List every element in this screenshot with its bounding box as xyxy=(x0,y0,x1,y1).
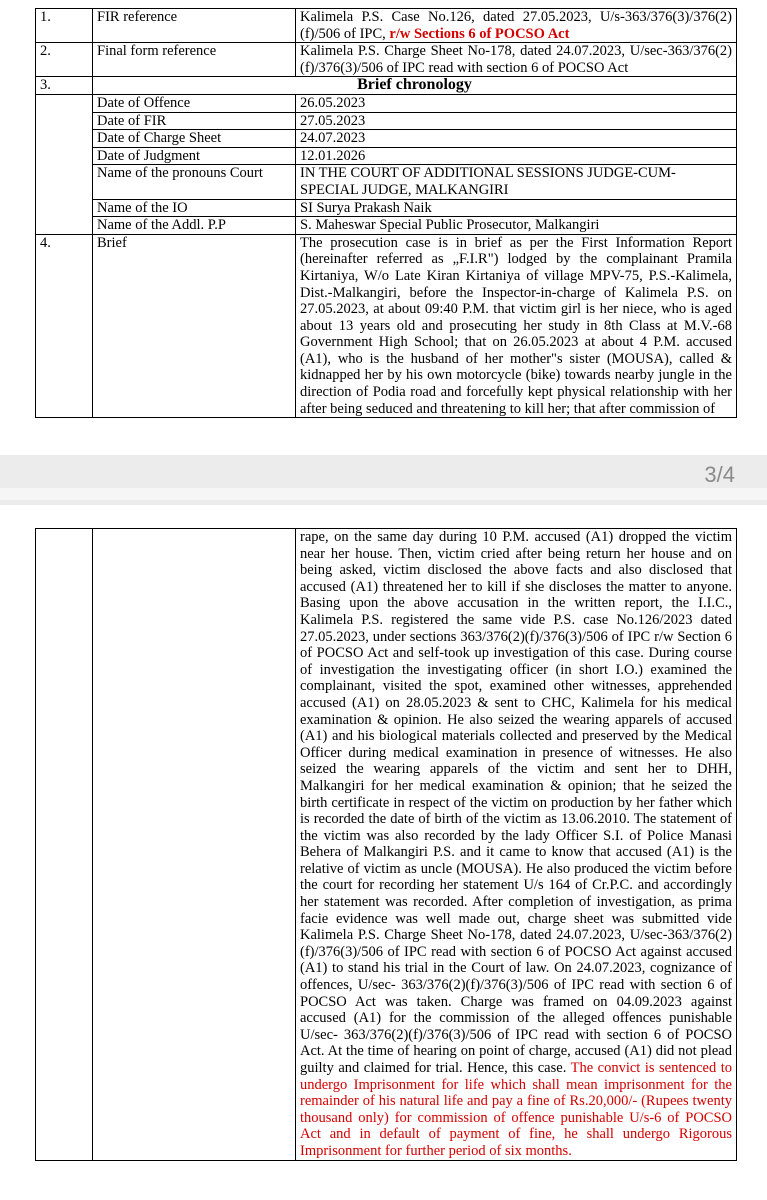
row-value: S. Maheswar Special Public Prosecutor, Malkangiri xyxy=(296,217,737,235)
row-label: Date of Judgment xyxy=(93,147,296,165)
fir-reference-value xyxy=(296,9,737,43)
table-row-chronology-heading xyxy=(36,77,737,95)
page-3 xyxy=(0,0,767,455)
brief-text-part-1: The prosecution case is in brief as per the First Information Report (hereinafter referred as „F.I.R") lodged by the complainant Pramila Kirtaniya, W/o Late Kiran Kirtaniya of village MPV-75, P.S.-Kalimela, Dist.-Malkangiri, before the Inspector-in-charge of Kalimela P.S. on 27.05.2023, at about 09:40 P.M. that victim girl is her niece, who is aged about 13 years old and prosecuting her study in 8th Class at M.V.-68 Government High School; that on 26.05.2023 at about 4 P.M. accused (A1), who is the husband of her mother"s sister (MOUSA), called & kidnapped her by his own motorcycle (bike) towards nearby jungle in the direction of Podia road and forcefully kept physical relationship with her after being seduced and threatening to kill her; that after commission of xyxy=(296,234,737,418)
row-value: IN THE COURT OF ADDITIONAL SESSIONS JUDGE-CUM-SPECIAL JUDGE, MALKANGIRI xyxy=(296,165,737,199)
table-row xyxy=(36,217,737,235)
table-row-brief xyxy=(36,234,737,418)
page-number-indicator: 3/4 xyxy=(704,462,735,487)
row-value: 12.01.2026 xyxy=(296,147,737,165)
row-number: 1. xyxy=(36,9,93,43)
row-number: 2. xyxy=(36,43,93,77)
table-row xyxy=(36,112,737,130)
table-row-brief-continued xyxy=(36,529,737,1161)
table-row-final-form xyxy=(36,43,737,77)
row-label: Date of Charge Sheet xyxy=(93,130,296,148)
row-value: SI Surya Prakash Naik xyxy=(296,199,737,217)
case-summary-table xyxy=(35,8,737,418)
row-label: Final form reference xyxy=(93,43,296,77)
row-value: 26.05.2023 xyxy=(296,94,737,112)
table-row xyxy=(36,165,737,199)
row-value: 24.07.2023 xyxy=(296,130,737,148)
row-label: Date of Offence xyxy=(93,94,296,112)
final-form-value: Kalimela P.S. Charge Sheet No-178, dated 24.07.2023, U/sec-363/376(2)(f)/376(3)/506 of IPC read with section 6 of POCSO Act xyxy=(296,43,737,77)
row-number: 4. xyxy=(36,234,93,418)
row-label: Brief xyxy=(93,234,296,418)
brief-text-part-2 xyxy=(296,529,737,1161)
chronology-heading: Brief chronology xyxy=(93,77,737,95)
table-row xyxy=(36,130,737,148)
row-label: Name of the Addl. P.P xyxy=(93,217,296,235)
table-row xyxy=(36,94,737,112)
table-row xyxy=(36,199,737,217)
sentence-text: The convict is sentenced to undergo Imprisonment for life which shall mean imprisonment for the remainder of his natural life and pay a fine of Rs.20,000/- (Rupees twenty thousand only) for commission of offence punishable U/s-6 of POCSO Act and in default of payment of fine, he shall undergo Rigorous Imprisonment for further period of six months. xyxy=(300,1060,732,1159)
row-value: 27.05.2023 xyxy=(296,112,737,130)
page-separator-stripe xyxy=(0,488,767,500)
table-row xyxy=(36,147,737,165)
row-label: FIR reference xyxy=(93,9,296,43)
brief-continuation-table xyxy=(35,528,737,1161)
row-label: Date of FIR xyxy=(93,112,296,130)
row-number: 3. xyxy=(36,77,93,95)
fir-reference-highlight: r/w Sections 6 of POCSO Act xyxy=(389,25,570,42)
table-row-fir xyxy=(36,9,737,43)
row-label: Name of the IO xyxy=(93,199,296,217)
row-label: Name of the pronouns Court xyxy=(93,165,296,199)
brief-continuation: rape, on the same day during 10 P.M. accused (A1) dropped the victim near her house. Then, victim cried after being return her house and on being asked, victim disclosed the above facts and also disclosed that accused (A1) threatened her to kill if she discloses the matter to anyone. Basing upon the above accusation in the written report, the I.I.C., Kalimela P.S. registered the same vide P.S. case No.126/2023 dated 27.05.2023, under sections 363/376(2)(f)/376(3)/506 of IPC r/w Section 6 of POCSO Act and self-took up investigation of this case. During course of investigation the investigating officer (in short I.O.) examined the complainant, visited the spot, examined other witnesses, apprehended accused (A1) on 28.05.2023 & sent to CHC, Kalimela for his medical examination & opinion. He also seized the wearing apparels of accused (A1) and his biological materials collected and preserved by the Medical Officer during medical examination in presence of witnesses. He also seized the wearing apparels of the victim and sent her to DHH, Malkangiri for her medical examination & opinion; that he seized the birth certificate in respect of the victim on production by her father which is recorded the date of birth of the victim as 13.06.2010. The statement of the victim was also recorded by the lady Officer S.I. of Police Manasi Behera of Malkangiri P.S. and it came to know that accused (A1) is the relative of victim as uncle (MOUSA). He also produced the victim before the court for recording her statement U/s 164 of Cr.P.C. and accordingly her statement was recorded. After completion of investigation, as prima facie evidence was well made out, charge sheet was submitted vide Kalimela P.S. Charge Sheet No-178, dated 24.07.2023, U/sec-363/376(2)(f)/376(3)/506 of IPC read with section 6 of POCSO Act against accused (A1) to stand his trial in the Court of law. On 24.07.2023, cognizance of offences, U/sec- 363/376(2)(f)/376(3)/506 of IPC read with section 6 of POCSO Act was taken. Charge was framed on 04.09.2023 against accused (A1) for the commission of the alleged offences punishable U/sec- 363/376(2)(f)/376(3)/506 of IPC read with section 6 of POCSO Act. At the time of hearing on point of charge, accused (A1) did not plead guilty and claimed for trial. Hence, this case. xyxy=(300,529,732,1076)
fir-reference-text: Kalimela P.S. Case No.126, dated 27.05.2023, U/s-363/376(3)/376(2)(f)/506 of IPC, xyxy=(300,9,732,42)
page-4 xyxy=(0,505,767,1200)
